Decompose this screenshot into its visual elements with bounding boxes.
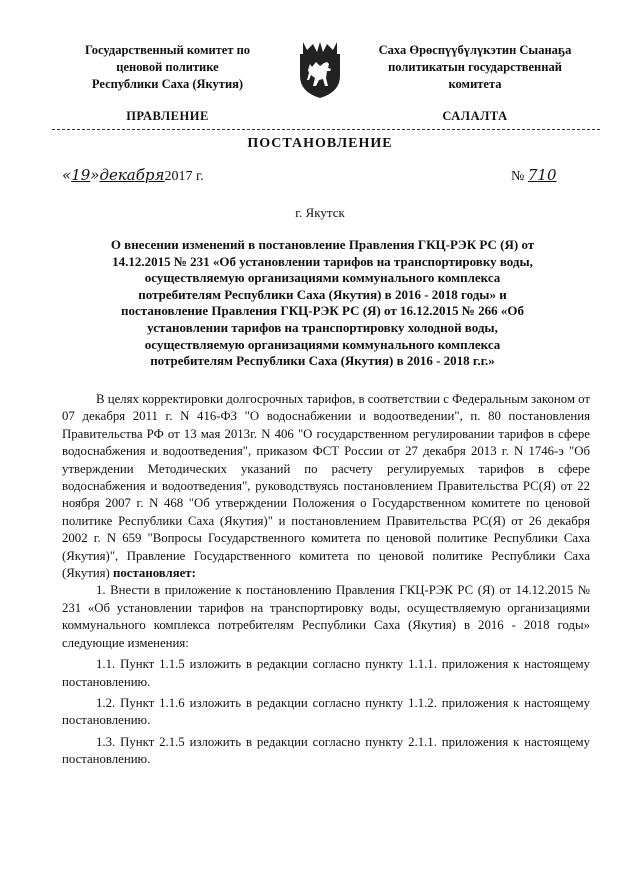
clause-1: 1. Внести в приложение к постановлению Правления ГКЦ-РЭК РС (Я) от 14.12.2015 № 231 «Об установлении тарифов на транспортировку воды, осуществляемую организациями коммунального комплекса потребителям Республики Саха (Якутия) в 2016 - 2018 годы» следующие изменения: (62, 583, 590, 650)
clause-1-3: 1.3. Пункт 2.1.5 изложить в редакции согласно пункту 2.1.1. приложения к настоящему постановлению. (62, 734, 590, 767)
org-left-label: ПРАВЛЕНИЕ (126, 109, 209, 123)
header-left-line: Республики Саха (Якутия) (91, 77, 244, 91)
header-left-line: ценовой политике (116, 60, 219, 74)
header-right-line: комитета (448, 77, 502, 91)
header-right-line: политикатын государственнай (388, 60, 562, 74)
document-date (62, 166, 204, 185)
date-year: 2017 г. (164, 169, 204, 184)
number-prefix: № (511, 169, 525, 184)
clause-1-2: 1.2. Пункт 1.1.6 изложить в редакции согласно пункту 1.1.2. приложения к настоящему постановлению. (62, 695, 590, 728)
resolves-keyword: постановляет: (113, 566, 196, 581)
title-line: установлении тарифов на транспортировку холодной воды, (147, 319, 498, 335)
org-right-label: САЛАЛТА (442, 109, 508, 123)
header-left-line: Государственный комитет по (84, 43, 251, 57)
document-type-title: ПОСТАНОВЛЕНИЕ (247, 136, 393, 151)
title-line: потребителям Республики Саха (Якутия) в 2016 - 2018 г.г.» (150, 353, 495, 369)
preamble-text: В целях корректировки долгосрочных тарифов, в соответствии с Федеральным законом от 07 декабря 2011 г. N 416-ФЗ "О водоснабжении и водоотведении", п. 80 постановления Правительства РФ от 13 мая 2013г. N 406 "О государственном регулировании тарифов в сфере водоснабжения и водоотведения", приказом ФСТ России от 27 декабря 2013 г. N 1746-э "Об утверждении Методических указаний по расчету регулируемых тарифов в сфере водоснабжения и водоотведения", руководствуясь постановлением Правительства РС(Я) от 22 ноября 2007 г. N 468 "Об утверждении Положения о Государственном комитете по ценовой политике Республики Саха (Якутия)" и постановлением Правительства РС(Я) от 26 декабря 2002 г. N 659 "Вопросы Государственного комитета по ценовой политике Республики Саха (Якутия)", Правление Государственного комитета по ценовой политике Республики Саха (Якутия) (62, 392, 590, 581)
coat-of-arms-icon (297, 40, 343, 100)
date-open-quote: « (62, 166, 72, 184)
document-body (62, 391, 590, 769)
clause-1-1: 1.1. Пункт 1.1.5 изложить в редакции согласно пункту 1.1.1. приложения к настоящему постановлению. (62, 657, 590, 689)
document-number (511, 166, 557, 185)
title-line: осуществляемую организациями коммунального комплекса (144, 336, 501, 352)
header-right-authority (365, 42, 585, 93)
date-close-quote: » (90, 166, 100, 184)
title-line: постановление Правления ГКЦ-РЭК РС (Я) от 16.12.2015 № 266 «Об (121, 303, 524, 319)
title-line: 14.12.2015 № 231 «Об установлении тарифов на транспортировку воды, (112, 253, 533, 269)
document-subject-title (55, 237, 590, 370)
issue-city: г. Якутск (295, 205, 345, 220)
header-left-authority (55, 42, 280, 93)
title-line: потребителям Республики Саха (Якутия) в 2016 - 2018 годы» и (138, 286, 507, 302)
number-value: 710 (527, 166, 557, 184)
preamble-paragraph (62, 391, 590, 582)
title-line: О внесении изменений в постановление Правления ГКЦ-РЭК РС (Я) от (110, 237, 535, 252)
title-line: осуществляемую организациями коммунального комплекса (144, 270, 501, 286)
date-month: декабря (99, 166, 165, 184)
header-divider (52, 129, 600, 130)
header-right-line: Саха Өрөспүүбүлүкэтин Сыанаҕа (378, 43, 572, 57)
date-day: 19 (71, 166, 91, 184)
